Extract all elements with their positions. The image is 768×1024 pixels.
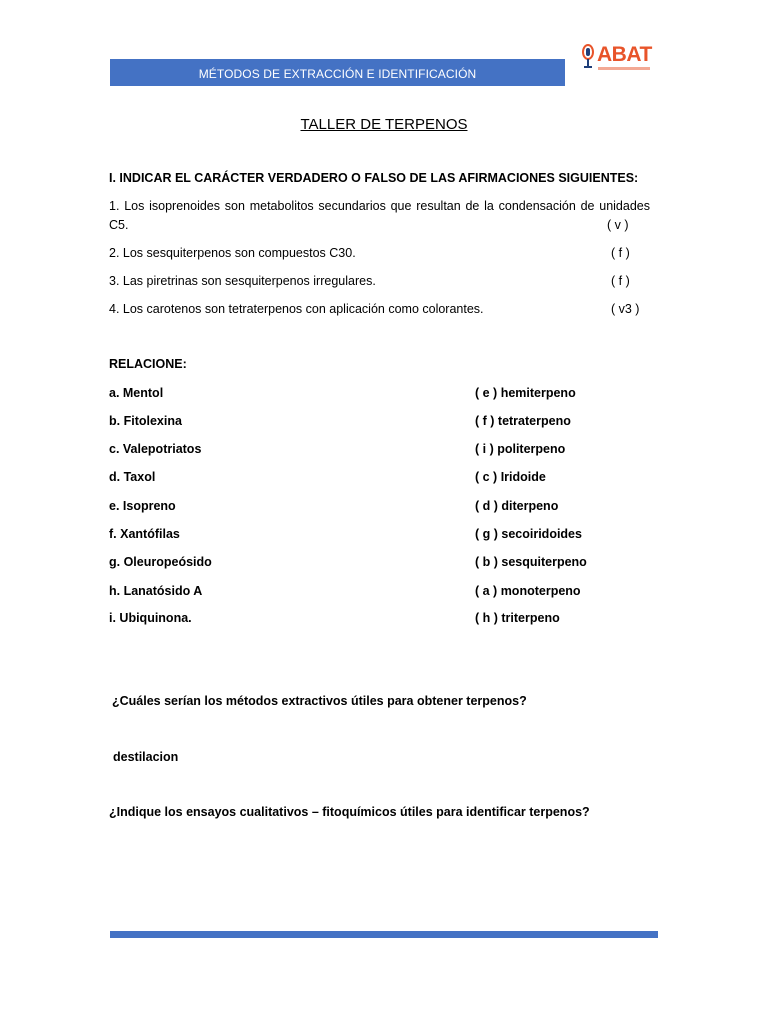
match-right-8: ( a ) monoterpeno (475, 584, 581, 598)
statement-3: 3. Las piretrinas son sesquiterpenos irregulares. (109, 274, 376, 288)
match-right-1: ( e ) hemiterpeno (475, 386, 576, 400)
match-left-e: e. Isopreno (109, 499, 176, 513)
section1-heading: I. INDICAR EL CARÁCTER VERDADERO O FALSO DE LAS AFIRMACIONES SIGUIENTES: (109, 171, 639, 185)
statement-3-answer: ( f ) (611, 274, 630, 288)
statement-1-line1: 1. Los isoprenoides son metabolitos secundarios que resultan de la condensación de unidades (109, 199, 650, 213)
match-right-9: ( h ) triterpeno (475, 611, 560, 625)
statement-4-answer: ( v3 ) (611, 302, 640, 316)
match-right-5: ( d ) diterpeno (475, 499, 559, 513)
match-right-4: ( c ) Iridoide (475, 470, 546, 484)
page-title: TALLER DE TERPENOS (300, 116, 468, 133)
match-left-i: i. Ubiquinona. (109, 611, 192, 625)
question-2: ¿Indique los ensayos cualitativos – fitoquímicos útiles para identificar terpenos? (109, 805, 590, 819)
abat-logo (580, 43, 652, 71)
match-left-d: d. Taxol (109, 470, 156, 484)
match-right-3: ( i ) politerpeno (475, 442, 566, 456)
question-1: ¿Cuáles serían los métodos extractivos útiles para obtener terpenos? (112, 694, 527, 708)
statement-1-answer: ( v ) (607, 218, 629, 232)
match-right-2: ( f ) tetraterpeno (475, 414, 571, 428)
footer-bar (110, 931, 658, 938)
logo-underline (598, 67, 650, 70)
statement-1-line2: C5. (109, 218, 129, 232)
match-left-b: b. Fitolexina (109, 414, 182, 428)
statement-2: 2. Los sesquiterpenos son compuestos C30. (109, 246, 356, 260)
microphone-icon (580, 43, 596, 71)
match-left-h: h. Lanatósido A (109, 584, 203, 598)
match-left-c: c. Valepotriatos (109, 442, 202, 456)
match-right-7: ( b ) sesquiterpeno (475, 555, 587, 569)
statement-4: 4. Los carotenos son tetraterpenos con aplicación como colorantes. (109, 302, 484, 316)
match-left-f: f. Xantófilas (109, 527, 180, 541)
match-left-g: g. Oleuropeósido (109, 555, 212, 569)
match-right-6: ( g ) secoiridoides (475, 527, 582, 541)
answer-1: destilacion (113, 750, 179, 764)
match-left-a: a. Mentol (109, 386, 164, 400)
header-banner: MÉTODOS DE EXTRACCIÓN E IDENTIFICACIÓN (110, 59, 565, 86)
section2-heading: RELACIONE: (109, 357, 187, 371)
statement-2-answer: ( f ) (611, 246, 630, 260)
logo-text: ABAT (597, 43, 652, 66)
